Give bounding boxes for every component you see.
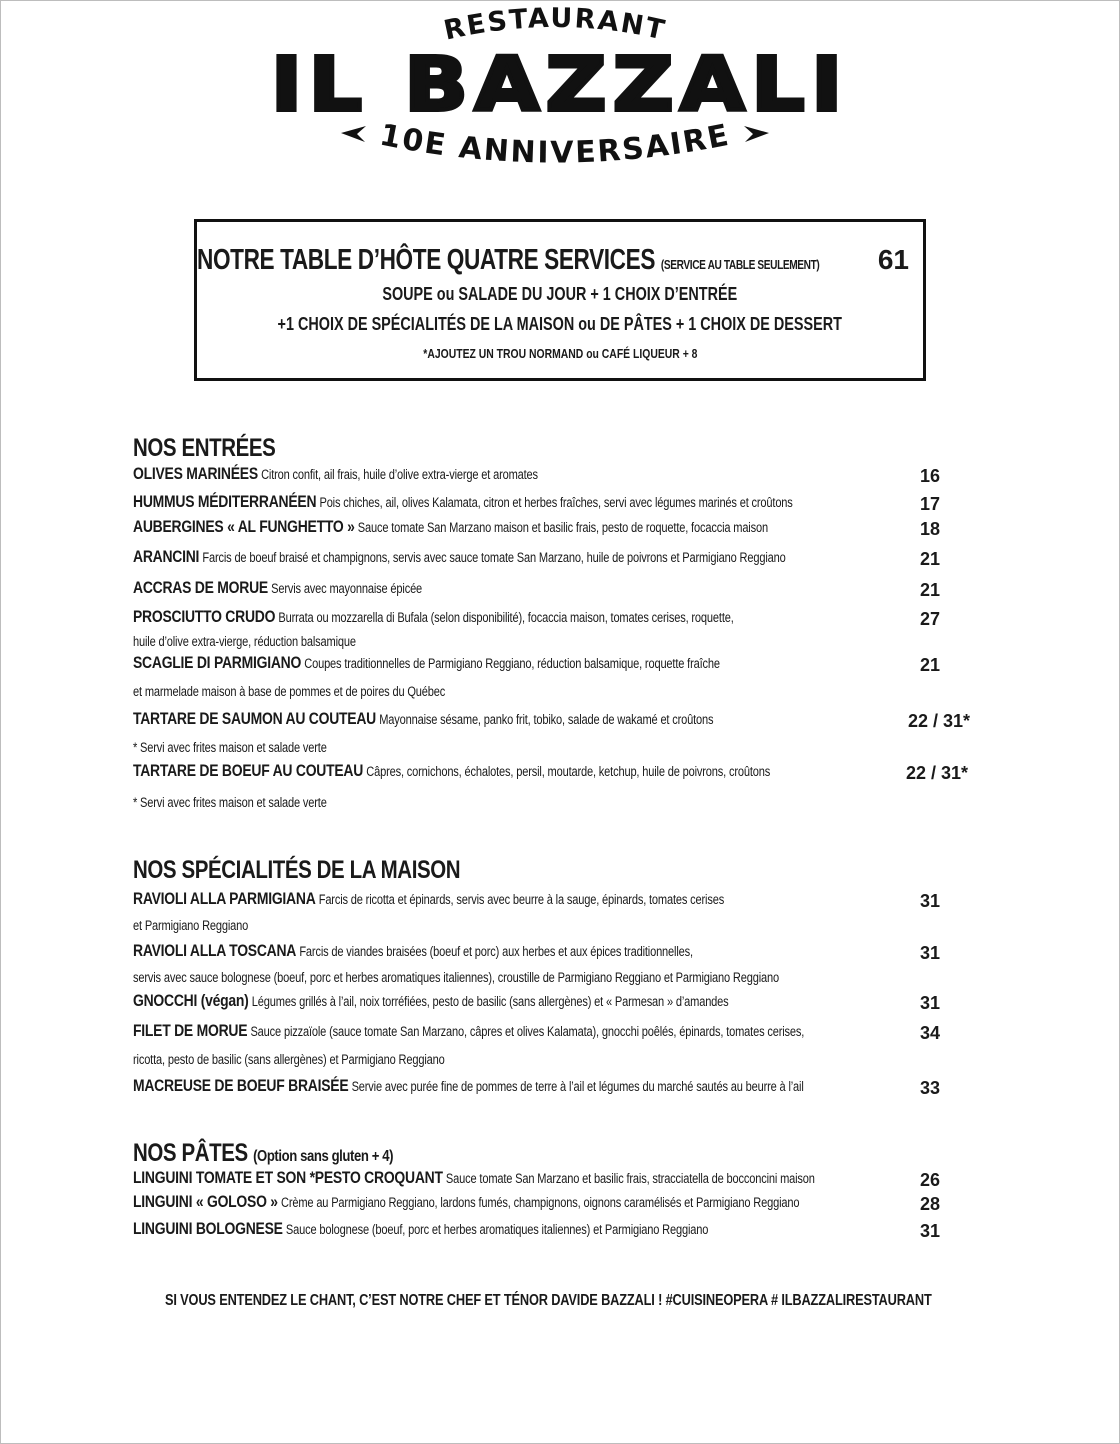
menu-item	[133, 709, 973, 755]
item-desc-continued: huile d’olive extra-vierge, réduction balsamique	[133, 634, 356, 649]
menu-item	[133, 1076, 973, 1098]
item-name: LINGUINI « GOLOSO »	[133, 1192, 278, 1211]
item-price: 22 / 31*	[908, 711, 971, 731]
item-desc: Mayonnaise sésame, panko frit, tobiko, salade de wakamé et croûtons	[379, 712, 714, 727]
menu-item	[133, 578, 973, 600]
item-price: 26	[920, 1170, 941, 1190]
item-name: ACCRAS DE MORUE	[133, 578, 268, 597]
item-desc: Burrata ou mozzarella di Bufala (selon disponibilité), focaccia maison, tomates cerises, roquette,	[278, 610, 734, 625]
table-hote-title-line	[197, 244, 923, 277]
item-name: LINGUINI BOLOGNESE	[133, 1219, 283, 1238]
menu-item	[133, 517, 973, 539]
item-desc: Servie avec purée fine de pommes de terre à l’ail et légumes du marché sautés au beurre à l’ail	[351, 1079, 804, 1094]
item-name: LINGUINI TOMATE ET SON *PESTO CROQUANT	[133, 1168, 443, 1187]
menu-item	[133, 653, 973, 699]
item-desc: Sauce bolognese (boeuf, porc et herbes aromatiques italiennes) et Parmigiano Reggiano	[285, 1222, 709, 1237]
item-desc: Crème au Parmigiano Reggiano, lardons fumés, champignons, oignons caramélisés et Parmigiano Reggiano	[281, 1195, 800, 1210]
item-desc: Farcis de ricotta et épinards, servis avec beurre à la sauge, épinards, tomates cerises	[318, 892, 725, 907]
menu-item	[133, 1168, 973, 1190]
item-name: FILET DE MORUE	[133, 1021, 248, 1040]
menu-item	[133, 761, 973, 810]
right-star-icon	[744, 126, 769, 142]
item-desc: Servis avec mayonnaise épicée	[271, 581, 423, 596]
item-desc: Sauce pizzaïole (sauce tomate San Marzano, câpres et olives Kalamata), gnocchi poêlés, épinards, tomates cerises,	[250, 1024, 805, 1039]
item-desc: Farcis de boeuf braisé et champignons, servis avec sauce tomate San Marzano, huile de poivrons et Parmigiano Reggiano	[202, 550, 786, 565]
item-desc-continued: * Servi avec frites maison et salade verte	[133, 740, 327, 755]
logo-anniversary-text: 10E ANNIVERSAIRE	[376, 117, 734, 171]
item-price: 21	[920, 549, 941, 569]
footer-note: SI VOUS ENTENDEZ LE CHANT, C’EST NOTRE CHEF ET TÉNOR DAVIDE BAZZALI ! #CUISINEOPERA # ILBAZZALIRESTAURANT	[165, 1292, 932, 1309]
section-title-pates: NOS PÂTES (Option sans gluten + 4)	[133, 1139, 394, 1167]
item-price: 18	[920, 519, 941, 539]
item-desc-continued: servis avec sauce bolognese (boeuf, porc et herbes aromatiques italiennes), croustille de Parmigiano Reggiano et Parmigiano Reggiano	[133, 970, 780, 985]
table-hote-note: (SERVICE AU TABLE SEULEMENT)	[660, 257, 820, 272]
item-name: PROSCIUTTO CRUDO	[133, 607, 276, 626]
menu-item	[133, 991, 973, 1013]
item-name: HUMMUS MÉDITERRANÉEN	[133, 492, 317, 511]
item-price: 31	[920, 943, 941, 963]
item-desc-continued: ricotta, pesto de basilic (sans allergènes) et Parmigiano Reggiano	[133, 1052, 445, 1067]
menu-item	[133, 1192, 973, 1214]
item-desc: Sauce tomate San Marzano maison et basilic frais, pesto de roquette, focaccia maison	[357, 520, 768, 535]
logo-graphic	[0, 0, 1120, 190]
section-title-specialites: NOS SPÉCIALITÉS DE LA MAISON	[133, 856, 461, 884]
table-hote-price: 61	[877, 244, 909, 275]
table-hote-box	[194, 219, 926, 381]
menu-item	[133, 492, 973, 514]
item-price: 17	[920, 494, 941, 514]
item-price: 34	[920, 1023, 941, 1043]
item-name: TARTARE DE SAUMON AU COUTEAU	[133, 709, 377, 728]
section-subtitle-pates: (Option sans gluten + 4)	[253, 1148, 394, 1165]
left-star-icon	[341, 126, 366, 142]
item-name: OLIVES MARINÉES	[133, 464, 258, 483]
item-desc-continued: et Parmigiano Reggiano	[133, 918, 249, 933]
item-price: 21	[920, 655, 941, 675]
item-desc: Coupes traditionnelles de Parmigiano Reggiano, réduction balsamique, roquette fraîche	[304, 656, 720, 671]
item-desc-continued: * Servi avec frites maison et salade verte	[133, 795, 327, 810]
table-hote-line-3: +1 CHOIX DE SPÉCIALITÉS DE LA MAISON ou DE PÂTES + 1 CHOIX DE DESSERT	[277, 314, 843, 334]
menu-item	[133, 1219, 973, 1241]
item-price: 22 / 31*	[906, 763, 969, 783]
restaurant-logo	[0, 0, 1120, 190]
item-name: SCAGLIE DI PARMIGIANO	[133, 653, 302, 672]
logo-name-text: IL BAZZALI	[271, 42, 849, 128]
item-desc: Sauce tomate San Marzano et basilic frais, stracciatella de bocconcini maison	[445, 1171, 815, 1186]
item-price: 21	[920, 580, 941, 600]
item-price: 28	[920, 1194, 941, 1214]
menu-item	[133, 889, 973, 933]
menu-item	[133, 547, 973, 569]
menu-item	[133, 1021, 973, 1067]
item-name: RAVIOLI ALLA TOSCANA	[133, 941, 297, 960]
item-price: 16	[920, 466, 941, 486]
item-price: 27	[920, 609, 941, 629]
item-desc: Citron confit, ail frais, huile d’olive extra-vierge et aromates	[261, 467, 538, 482]
item-name: GNOCCHI (végan)	[133, 991, 249, 1010]
item-price: 31	[920, 1221, 941, 1241]
table-hote-line-4: *AJOUTEZ UN TROU NORMAND ou CAFÉ LIQUEUR + 8	[422, 346, 698, 361]
menu-item	[133, 941, 973, 985]
item-name: RAVIOLI ALLA PARMIGIANA	[133, 889, 316, 908]
item-desc: Légumes grillés à l’ail, noix torréfiées, pesto de basilic (sans allergènes) et « Parmesan » d’amandes	[251, 994, 729, 1009]
table-hote-title: NOTRE TABLE D’HÔTE QUATRE SERVICES	[197, 244, 656, 276]
item-price: 31	[920, 891, 941, 911]
item-name: ARANCINI	[133, 547, 200, 566]
section-title-entrees: NOS ENTRÉES	[133, 434, 276, 462]
item-name: TARTARE DE BOEUF AU COUTEAU	[133, 761, 364, 780]
menu-item	[133, 607, 973, 649]
item-name: AUBERGINES « AL FUNGHETTO »	[133, 517, 355, 536]
item-desc: Pois chiches, ail, olives Kalamata, citron et herbes fraîches, servi avec légumes marinés et croûtons	[319, 495, 793, 510]
item-name: MACREUSE DE BOEUF BRAISÉE	[133, 1076, 349, 1095]
logo-restaurant-text: RESTAURANT	[441, 2, 669, 47]
item-price: 33	[920, 1078, 941, 1098]
table-hote-line-2: SOUPE ou SALADE DU JOUR + 1 CHOIX D’ENTRÉE	[382, 284, 738, 304]
item-desc: Farcis de viandes braisées (boeuf et porc) aux herbes et aux épices traditionnelles,	[299, 944, 693, 959]
item-desc-continued: et marmelade maison à base de pommes et de poires du Québec	[133, 684, 446, 699]
item-price: 31	[920, 993, 941, 1013]
menu-item	[133, 464, 973, 486]
item-desc: Câpres, cornichons, échalotes, persil, moutarde, ketchup, huile de poivrons, croûtons	[366, 764, 771, 779]
